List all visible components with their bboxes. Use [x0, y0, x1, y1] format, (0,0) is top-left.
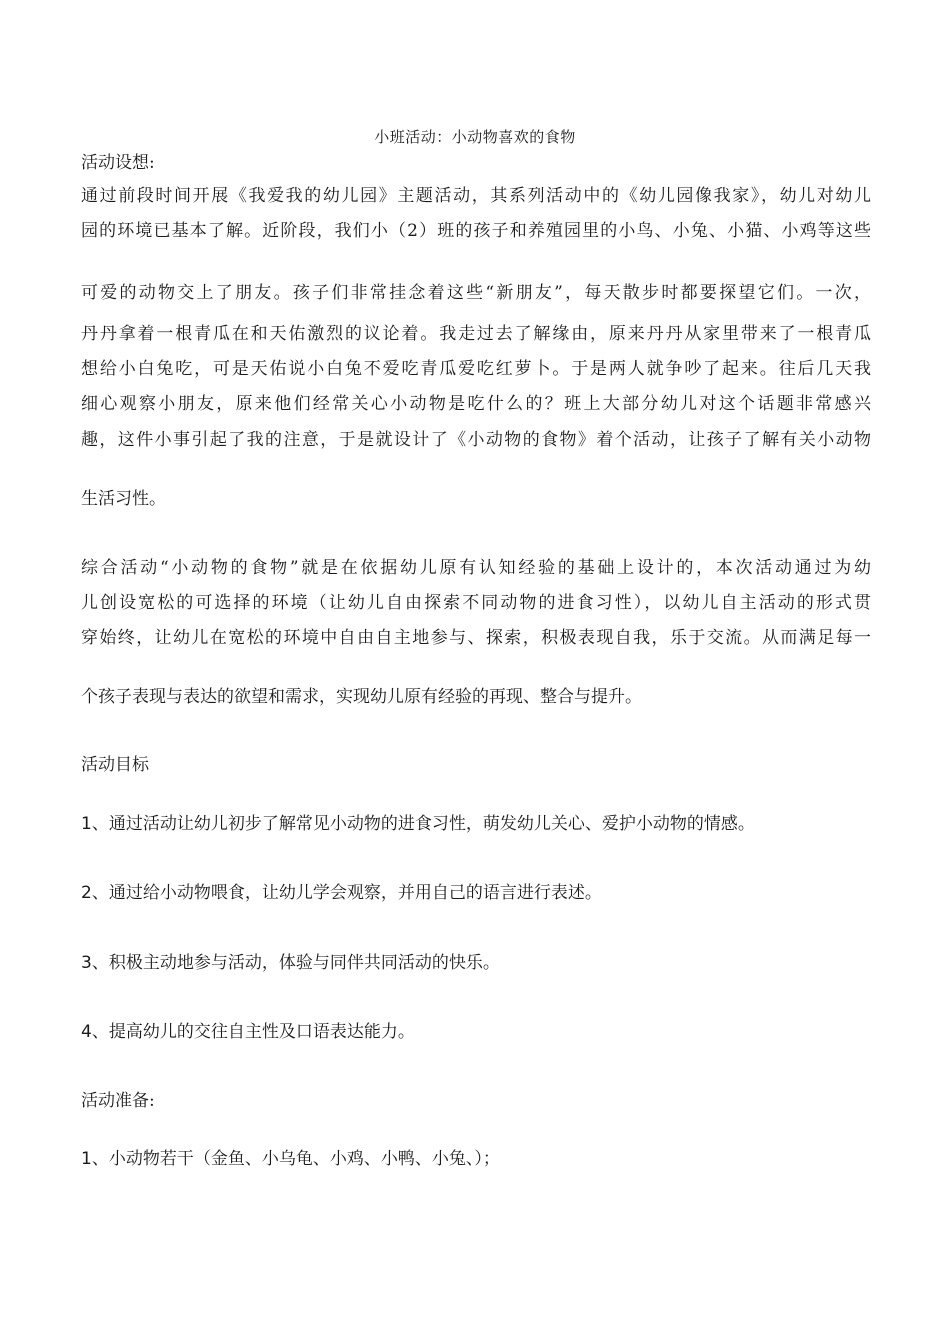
paragraph-line: 可爱的动物交上了朋友。孩子们非常挂念着这些“新朋友”，每天散步时都要探望它们。一次， — [81, 283, 871, 303]
paragraph-line: 趣，这件小事引起了我的注意，于是就设计了《小动物的食物》着个活动，让孩子了解有关小动物 — [81, 430, 871, 450]
paragraph-line: 通过前段时间开展《我爱我的幼儿园》主题活动，其系列活动中的《幼儿园像我家》，幼儿对幼儿 — [81, 186, 871, 206]
prep-item — [81, 1146, 871, 1172]
paragraph-line: 丹丹拿着一根青瓜在和天佑激烈的议论着。我走过去了解缘由，原来丹丹从家里带来了一根青瓜 — [81, 324, 871, 344]
prep-number: 1 — [81, 1149, 92, 1169]
paragraph-line: 儿创设宽松的可选择的环境（让幼儿自由探索不同动物的进食习性），以幼儿自主活动的形式贯 — [81, 593, 871, 613]
paragraph-line: 想给小白兔吃，可是天佑说小白兔不爱吃青瓜爱吃红萝卜。于是两人就争吵了起来。往后几天我 — [81, 359, 871, 379]
goal-number: 2 — [81, 883, 92, 903]
paragraph-line: 综合活动“小动物的食物”就是在依据幼儿原有认知经验的基础上设计的，本次活动通过为幼 — [81, 558, 871, 578]
section-heading-goals: 活动目标 — [81, 755, 149, 775]
paragraph-line: 个孩子表现与表达的欲望和需求，实现幼儿原有经验的再现、整合与提升。 — [81, 687, 642, 707]
section-heading-idea: 活动设想: — [81, 153, 155, 173]
paragraph-line: 细心观察小朋友，原来他们经常关心小动物是吃什么的？班上大部分幼儿对这个话题非常感兴 — [81, 394, 871, 414]
paragraph-line: 生活习性。 — [81, 489, 166, 509]
goal-number: 1 — [81, 814, 92, 834]
goal-text: 、通过活动让幼儿初步了解常见小动物的进食习性，萌发幼儿关心、爱护小动物的情感。 — [91, 814, 755, 834]
goal-text: 、积极主动地参与活动，体验与同伴共同活动的快乐。 — [91, 953, 500, 973]
goal-number: 3 — [81, 953, 92, 973]
goal-number: 4 — [81, 1022, 92, 1042]
goal-item — [81, 880, 871, 906]
goal-item — [81, 950, 871, 976]
paragraph-line: 园的环境已基本了解。近阶段，我们小（2）班的孩子和养殖园里的小鸟、小兔、小猫、小鸡等这些 — [81, 221, 871, 241]
goal-item — [81, 811, 871, 837]
prep-text: 、小动物若干（金鱼、小乌龟、小鸡、小鸭、小兔、）； — [91, 1149, 500, 1169]
goal-text: 、提高幼儿的交往自主性及口语表达能力。 — [91, 1022, 415, 1042]
goal-item — [81, 1019, 871, 1045]
goal-text: 、通过给小动物喂食，让幼儿学会观察，并用自己的语言进行表述。 — [91, 883, 602, 903]
paragraph-line: 穿始终，让幼儿在宽松的环境中自由自主地参与、探索，积极表现自我，乐于交流。从而满足每一 — [81, 628, 871, 648]
section-heading-preparation: 活动准备: — [81, 1091, 155, 1111]
document-title: 小班活动：小动物喜欢的食物 — [374, 128, 576, 146]
